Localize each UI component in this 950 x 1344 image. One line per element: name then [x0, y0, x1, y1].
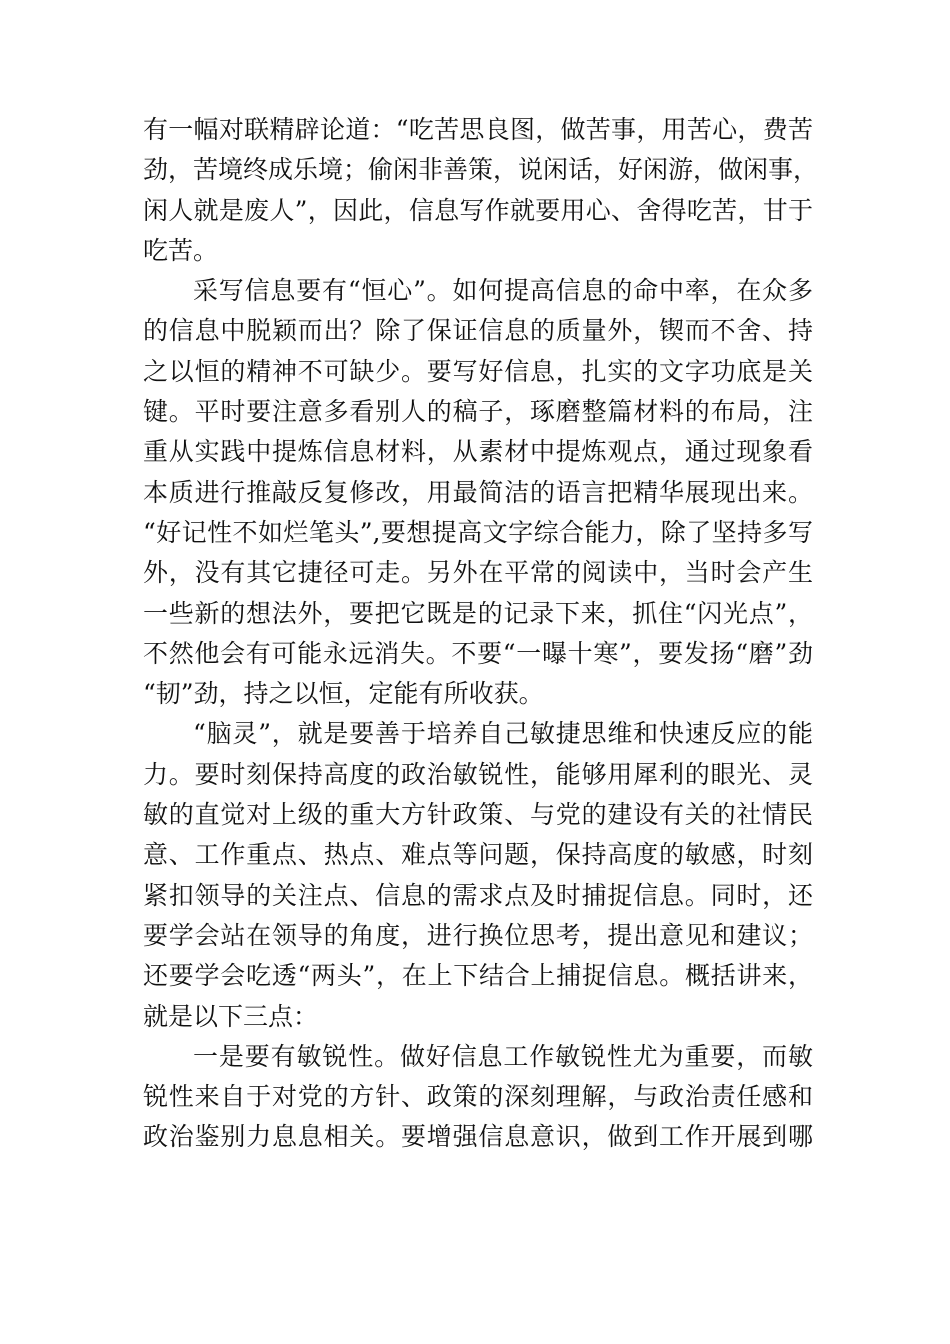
- text-line: 重从实践中提炼信息材料，从素材中提炼观点，通过现象看: [143, 437, 813, 467]
- text-line: 要学会站在领导的角度，进行换位思考，提出意见和建议；: [143, 920, 813, 950]
- text-line: 闲人就是废人”，因此，信息写作就要用心、舍得吃苦，甘于: [143, 195, 813, 225]
- text-line: “好记性不如烂笔头”,要想提高文字综合能力，除了坚持多写: [143, 517, 813, 547]
- text-line: 一些新的想法外，要把它既是的记录下来，抓住“闪光点”，: [143, 598, 813, 628]
- paragraph-2: [143, 271, 813, 714]
- text-line: 劲，苦境终成乐境；偷闲非善策，说闲话，好闲游，做闲事，: [143, 155, 819, 185]
- text-line: 有一幅对联精辟论道：“吃苦思良图，做苦事，用苦心，费苦: [143, 115, 813, 144]
- paragraph-3: [143, 714, 813, 1036]
- paragraph-4: [143, 1037, 813, 1158]
- text-line: 吃苦。: [143, 235, 219, 265]
- text-line: 力。要时刻保持高度的政治敏锐性，能够用犀利的眼光、灵: [143, 759, 813, 789]
- document-body: [143, 110, 819, 1158]
- text-line: 锐性来自于对党的方针、政策的深刻理解，与政治责任感和: [143, 1082, 813, 1112]
- text-line: “脑灵”，就是要善于培养自己敏捷思维和快速反应的能: [193, 719, 813, 749]
- text-line: 采写信息要有“恒心”。如何提高信息的命中率，在众多: [193, 276, 813, 306]
- text-line: 意、工作重点、热点、难点等问题，保持高度的敏感，时刻: [143, 840, 813, 870]
- text-line: 不然他会有可能永远消失。不要“一曝十寒”，要发扬“磨”劲: [143, 638, 813, 668]
- text-line: 政治鉴别力息息相关。要增强信息意识，做到工作开展到哪: [143, 1122, 813, 1152]
- text-line: 紧扣领导的关注点、信息的需求点及时捕捉信息。同时，还: [143, 880, 813, 910]
- text-line: 的信息中脱颖而出？除了保证信息的质量外，锲而不舍、持: [143, 316, 813, 346]
- paragraph-1: [143, 110, 819, 271]
- text-line: 本质进行推敲反复修改，用最简洁的语言把精华展现出来。: [143, 477, 813, 507]
- text-line: “韧”劲，持之以恒，定能有所收获。: [143, 679, 544, 709]
- text-line: 一是要有敏锐性。做好信息工作敏锐性尤为重要，而敏: [193, 1041, 813, 1071]
- text-line: 就是以下三点：: [143, 1001, 319, 1031]
- text-line: 还要学会吃透“两头”，在上下结合上捕捉信息。概括讲来，: [143, 961, 813, 991]
- text-line: 外，没有其它捷径可走。另外在平常的阅读中，当时会产生: [143, 558, 813, 588]
- text-line: 敏的直觉对上级的重大方针政策、与党的建设有关的社情民: [143, 800, 813, 830]
- text-line: 键。平时要注意多看别人的稿子，琢磨整篇材料的布局，注: [143, 397, 813, 427]
- text-line: 之以恒的精神不可缺少。要写好信息，扎实的文字功底是关: [143, 356, 813, 386]
